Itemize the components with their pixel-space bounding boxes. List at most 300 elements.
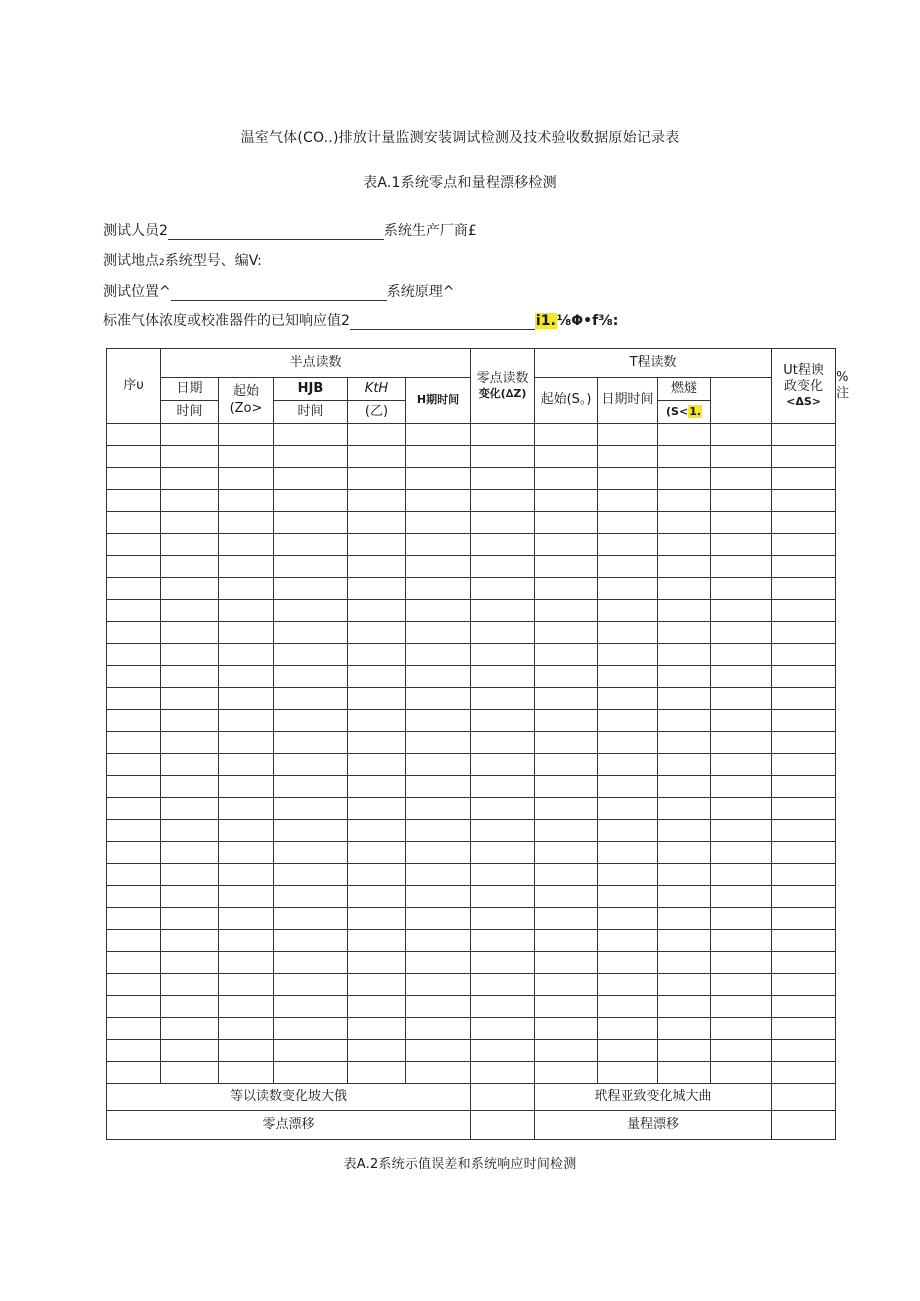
table-cell[interactable] bbox=[658, 974, 711, 996]
table-cell[interactable] bbox=[598, 710, 658, 732]
table-cell[interactable] bbox=[348, 820, 406, 842]
table-cell[interactable] bbox=[772, 1062, 836, 1084]
table-cell[interactable] bbox=[274, 732, 348, 754]
table-cell[interactable] bbox=[658, 1040, 711, 1062]
table-cell[interactable] bbox=[219, 644, 274, 666]
table-cell[interactable] bbox=[274, 468, 348, 490]
table-cell[interactable] bbox=[598, 952, 658, 974]
table-cell[interactable] bbox=[598, 798, 658, 820]
table-cell[interactable] bbox=[406, 424, 471, 446]
table-cell[interactable] bbox=[658, 952, 711, 974]
table-cell[interactable] bbox=[219, 512, 274, 534]
table-cell[interactable] bbox=[535, 600, 598, 622]
table-cell[interactable] bbox=[219, 952, 274, 974]
table-cell[interactable] bbox=[471, 556, 535, 578]
table-cell[interactable] bbox=[107, 930, 161, 952]
table-cell[interactable] bbox=[658, 842, 711, 864]
table-cell[interactable] bbox=[471, 600, 535, 622]
table-cell[interactable] bbox=[161, 886, 219, 908]
table-cell[interactable] bbox=[658, 996, 711, 1018]
table-cell[interactable] bbox=[772, 644, 836, 666]
table-cell[interactable] bbox=[107, 446, 161, 468]
table-cell[interactable] bbox=[658, 930, 711, 952]
table-cell[interactable] bbox=[711, 732, 772, 754]
table-cell[interactable] bbox=[711, 644, 772, 666]
table-cell[interactable] bbox=[219, 842, 274, 864]
table-cell[interactable] bbox=[772, 952, 836, 974]
table-cell[interactable] bbox=[711, 710, 772, 732]
table-cell[interactable] bbox=[348, 1040, 406, 1062]
table-cell[interactable] bbox=[772, 534, 836, 556]
table-cell[interactable] bbox=[348, 666, 406, 688]
table-cell[interactable] bbox=[598, 930, 658, 952]
footer-zero-max-value[interactable] bbox=[471, 1084, 535, 1111]
table-cell[interactable] bbox=[471, 754, 535, 776]
table-cell[interactable] bbox=[161, 754, 219, 776]
table-cell[interactable] bbox=[535, 490, 598, 512]
table-cell[interactable] bbox=[406, 600, 471, 622]
table-cell[interactable] bbox=[219, 1018, 274, 1040]
table-cell[interactable] bbox=[772, 710, 836, 732]
table-cell[interactable] bbox=[772, 622, 836, 644]
table-cell[interactable] bbox=[219, 578, 274, 600]
table-cell[interactable] bbox=[772, 908, 836, 930]
table-cell[interactable] bbox=[107, 490, 161, 512]
table-cell[interactable] bbox=[658, 424, 711, 446]
table-cell[interactable] bbox=[348, 600, 406, 622]
table-cell[interactable] bbox=[107, 754, 161, 776]
table-cell[interactable] bbox=[658, 622, 711, 644]
table-cell[interactable] bbox=[406, 512, 471, 534]
table-cell[interactable] bbox=[711, 996, 772, 1018]
table-cell[interactable] bbox=[711, 1040, 772, 1062]
table-cell[interactable] bbox=[598, 820, 658, 842]
table-cell[interactable] bbox=[535, 666, 598, 688]
table-cell[interactable] bbox=[772, 732, 836, 754]
table-cell[interactable] bbox=[406, 952, 471, 974]
table-cell[interactable] bbox=[406, 864, 471, 886]
table-cell[interactable] bbox=[348, 644, 406, 666]
table-cell[interactable] bbox=[772, 798, 836, 820]
table-cell[interactable] bbox=[535, 952, 598, 974]
table-cell[interactable] bbox=[274, 908, 348, 930]
table-cell[interactable] bbox=[161, 512, 219, 534]
table-cell[interactable] bbox=[348, 886, 406, 908]
table-cell[interactable] bbox=[772, 468, 836, 490]
table-cell[interactable] bbox=[161, 534, 219, 556]
table-cell[interactable] bbox=[107, 578, 161, 600]
table-cell[interactable] bbox=[598, 600, 658, 622]
table-cell[interactable] bbox=[658, 534, 711, 556]
table-cell[interactable] bbox=[406, 666, 471, 688]
table-cell[interactable] bbox=[274, 1018, 348, 1040]
table-cell[interactable] bbox=[274, 820, 348, 842]
table-cell[interactable] bbox=[161, 864, 219, 886]
table-cell[interactable] bbox=[161, 776, 219, 798]
table-cell[interactable] bbox=[274, 886, 348, 908]
table-cell[interactable] bbox=[711, 1062, 772, 1084]
table-cell[interactable] bbox=[348, 512, 406, 534]
table-cell[interactable] bbox=[471, 930, 535, 952]
table-cell[interactable] bbox=[348, 754, 406, 776]
table-cell[interactable] bbox=[406, 1062, 471, 1084]
table-cell[interactable] bbox=[711, 952, 772, 974]
table-cell[interactable] bbox=[658, 710, 711, 732]
table-cell[interactable] bbox=[598, 512, 658, 534]
table-cell[interactable] bbox=[406, 556, 471, 578]
table-cell[interactable] bbox=[161, 1040, 219, 1062]
table-cell[interactable] bbox=[107, 556, 161, 578]
table-cell[interactable] bbox=[107, 952, 161, 974]
table-cell[interactable] bbox=[711, 578, 772, 600]
table-cell[interactable] bbox=[406, 908, 471, 930]
table-cell[interactable] bbox=[658, 666, 711, 688]
table-cell[interactable] bbox=[274, 490, 348, 512]
table-cell[interactable] bbox=[406, 468, 471, 490]
table-cell[interactable] bbox=[107, 424, 161, 446]
table-cell[interactable] bbox=[348, 490, 406, 512]
table-cell[interactable] bbox=[219, 534, 274, 556]
table-cell[interactable] bbox=[711, 864, 772, 886]
table-cell[interactable] bbox=[471, 820, 535, 842]
table-cell[interactable] bbox=[219, 908, 274, 930]
table-cell[interactable] bbox=[348, 864, 406, 886]
table-cell[interactable] bbox=[711, 556, 772, 578]
table-cell[interactable] bbox=[161, 688, 219, 710]
table-cell[interactable] bbox=[219, 930, 274, 952]
table-cell[interactable] bbox=[658, 1062, 711, 1084]
table-cell[interactable] bbox=[658, 578, 711, 600]
table-cell[interactable] bbox=[658, 556, 711, 578]
table-cell[interactable] bbox=[598, 424, 658, 446]
table-cell[interactable] bbox=[535, 556, 598, 578]
table-cell[interactable] bbox=[219, 974, 274, 996]
table-cell[interactable] bbox=[535, 534, 598, 556]
table-cell[interactable] bbox=[406, 996, 471, 1018]
table-cell[interactable] bbox=[348, 908, 406, 930]
table-cell[interactable] bbox=[219, 666, 274, 688]
table-cell[interactable] bbox=[658, 732, 711, 754]
table-cell[interactable] bbox=[348, 534, 406, 556]
table-cell[interactable] bbox=[406, 490, 471, 512]
table-cell[interactable] bbox=[535, 864, 598, 886]
table-cell[interactable] bbox=[772, 512, 836, 534]
table-cell[interactable] bbox=[598, 556, 658, 578]
table-cell[interactable] bbox=[107, 798, 161, 820]
table-cell[interactable] bbox=[772, 996, 836, 1018]
table-cell[interactable] bbox=[598, 754, 658, 776]
table-cell[interactable] bbox=[471, 468, 535, 490]
table-cell[interactable] bbox=[348, 578, 406, 600]
table-cell[interactable] bbox=[658, 644, 711, 666]
table-cell[interactable] bbox=[219, 996, 274, 1018]
table-cell[interactable] bbox=[711, 930, 772, 952]
table-cell[interactable] bbox=[471, 710, 535, 732]
table-cell[interactable] bbox=[598, 644, 658, 666]
table-cell[interactable] bbox=[711, 974, 772, 996]
table-cell[interactable] bbox=[598, 842, 658, 864]
table-cell[interactable] bbox=[658, 1018, 711, 1040]
table-cell[interactable] bbox=[161, 732, 219, 754]
table-cell[interactable] bbox=[711, 820, 772, 842]
table-cell[interactable] bbox=[772, 556, 836, 578]
table-cell[interactable] bbox=[219, 600, 274, 622]
table-cell[interactable] bbox=[772, 1018, 836, 1040]
table-cell[interactable] bbox=[219, 710, 274, 732]
table-cell[interactable] bbox=[161, 556, 219, 578]
table-cell[interactable] bbox=[274, 996, 348, 1018]
table-cell[interactable] bbox=[161, 622, 219, 644]
table-cell[interactable] bbox=[107, 1062, 161, 1084]
table-cell[interactable] bbox=[598, 776, 658, 798]
table-cell[interactable] bbox=[535, 930, 598, 952]
table-cell[interactable] bbox=[711, 776, 772, 798]
table-cell[interactable] bbox=[107, 644, 161, 666]
table-cell[interactable] bbox=[274, 688, 348, 710]
table-cell[interactable] bbox=[471, 622, 535, 644]
footer-span-drift-value[interactable] bbox=[772, 1111, 836, 1140]
table-cell[interactable] bbox=[274, 1062, 348, 1084]
table-cell[interactable] bbox=[772, 974, 836, 996]
table-cell[interactable] bbox=[107, 908, 161, 930]
table-cell[interactable] bbox=[161, 1018, 219, 1040]
table-cell[interactable] bbox=[535, 908, 598, 930]
table-cell[interactable] bbox=[535, 820, 598, 842]
table-cell[interactable] bbox=[658, 446, 711, 468]
table-cell[interactable] bbox=[471, 908, 535, 930]
table-cell[interactable] bbox=[658, 490, 711, 512]
table-cell[interactable] bbox=[711, 534, 772, 556]
table-cell[interactable] bbox=[711, 666, 772, 688]
table-cell[interactable] bbox=[658, 512, 711, 534]
table-cell[interactable] bbox=[535, 732, 598, 754]
table-cell[interactable] bbox=[535, 1062, 598, 1084]
table-cell[interactable] bbox=[219, 1062, 274, 1084]
table-cell[interactable] bbox=[598, 886, 658, 908]
table-cell[interactable] bbox=[219, 688, 274, 710]
table-cell[interactable] bbox=[535, 688, 598, 710]
table-cell[interactable] bbox=[161, 798, 219, 820]
table-cell[interactable] bbox=[274, 578, 348, 600]
table-cell[interactable] bbox=[658, 864, 711, 886]
table-cell[interactable] bbox=[348, 468, 406, 490]
table-cell[interactable] bbox=[274, 424, 348, 446]
table-cell[interactable] bbox=[348, 424, 406, 446]
table-cell[interactable] bbox=[348, 996, 406, 1018]
table-cell[interactable] bbox=[406, 776, 471, 798]
table-cell[interactable] bbox=[772, 424, 836, 446]
footer-zero-drift-value[interactable] bbox=[471, 1111, 535, 1140]
table-cell[interactable] bbox=[535, 754, 598, 776]
table-cell[interactable] bbox=[406, 842, 471, 864]
table-cell[interactable] bbox=[772, 820, 836, 842]
table-cell[interactable] bbox=[161, 908, 219, 930]
table-cell[interactable] bbox=[406, 1040, 471, 1062]
table-cell[interactable] bbox=[772, 490, 836, 512]
table-cell[interactable] bbox=[535, 622, 598, 644]
table-cell[interactable] bbox=[772, 1040, 836, 1062]
table-cell[interactable] bbox=[107, 864, 161, 886]
table-cell[interactable] bbox=[219, 446, 274, 468]
table-cell[interactable] bbox=[711, 754, 772, 776]
table-cell[interactable] bbox=[658, 908, 711, 930]
table-cell[interactable] bbox=[107, 776, 161, 798]
table-cell[interactable] bbox=[598, 864, 658, 886]
table-cell[interactable] bbox=[161, 820, 219, 842]
table-cell[interactable] bbox=[772, 776, 836, 798]
table-cell[interactable] bbox=[658, 468, 711, 490]
table-cell[interactable] bbox=[274, 644, 348, 666]
table-cell[interactable] bbox=[161, 644, 219, 666]
table-cell[interactable] bbox=[535, 842, 598, 864]
table-cell[interactable] bbox=[471, 1040, 535, 1062]
table-cell[interactable] bbox=[406, 622, 471, 644]
table-cell[interactable] bbox=[471, 886, 535, 908]
table-cell[interactable] bbox=[348, 952, 406, 974]
table-cell[interactable] bbox=[598, 666, 658, 688]
table-cell[interactable] bbox=[406, 930, 471, 952]
table-cell[interactable] bbox=[471, 1062, 535, 1084]
table-cell[interactable] bbox=[219, 776, 274, 798]
table-cell[interactable] bbox=[598, 534, 658, 556]
table-cell[interactable] bbox=[219, 556, 274, 578]
table-cell[interactable] bbox=[274, 446, 348, 468]
table-cell[interactable] bbox=[274, 974, 348, 996]
table-cell[interactable] bbox=[107, 534, 161, 556]
table-cell[interactable] bbox=[471, 644, 535, 666]
table-cell[interactable] bbox=[658, 776, 711, 798]
table-cell[interactable] bbox=[219, 798, 274, 820]
table-cell[interactable] bbox=[598, 490, 658, 512]
table-cell[interactable] bbox=[598, 1018, 658, 1040]
table-cell[interactable] bbox=[348, 930, 406, 952]
table-cell[interactable] bbox=[348, 776, 406, 798]
table-cell[interactable] bbox=[471, 974, 535, 996]
table-cell[interactable] bbox=[161, 842, 219, 864]
table-cell[interactable] bbox=[471, 996, 535, 1018]
table-cell[interactable] bbox=[161, 974, 219, 996]
table-cell[interactable] bbox=[107, 842, 161, 864]
table-cell[interactable] bbox=[274, 1040, 348, 1062]
table-cell[interactable] bbox=[161, 666, 219, 688]
table-cell[interactable] bbox=[598, 446, 658, 468]
table-cell[interactable] bbox=[107, 512, 161, 534]
table-cell[interactable] bbox=[658, 886, 711, 908]
table-cell[interactable] bbox=[535, 996, 598, 1018]
table-cell[interactable] bbox=[107, 1018, 161, 1040]
table-cell[interactable] bbox=[274, 534, 348, 556]
table-cell[interactable] bbox=[598, 468, 658, 490]
table-cell[interactable] bbox=[107, 468, 161, 490]
table-cell[interactable] bbox=[274, 842, 348, 864]
table-cell[interactable] bbox=[161, 952, 219, 974]
table-cell[interactable] bbox=[471, 512, 535, 534]
table-cell[interactable] bbox=[107, 974, 161, 996]
table-cell[interactable] bbox=[711, 1018, 772, 1040]
table-cell[interactable] bbox=[161, 468, 219, 490]
table-cell[interactable] bbox=[598, 622, 658, 644]
table-cell[interactable] bbox=[711, 446, 772, 468]
table-cell[interactable] bbox=[274, 754, 348, 776]
table-cell[interactable] bbox=[772, 842, 836, 864]
table-cell[interactable] bbox=[274, 622, 348, 644]
table-cell[interactable] bbox=[406, 1018, 471, 1040]
table-cell[interactable] bbox=[161, 1062, 219, 1084]
table-cell[interactable] bbox=[711, 688, 772, 710]
table-cell[interactable] bbox=[772, 754, 836, 776]
table-cell[interactable] bbox=[772, 666, 836, 688]
table-cell[interactable] bbox=[535, 644, 598, 666]
table-cell[interactable] bbox=[598, 974, 658, 996]
table-cell[interactable] bbox=[598, 1062, 658, 1084]
table-cell[interactable] bbox=[535, 710, 598, 732]
table-cell[interactable] bbox=[535, 886, 598, 908]
table-cell[interactable] bbox=[406, 578, 471, 600]
table-cell[interactable] bbox=[219, 886, 274, 908]
table-cell[interactable] bbox=[107, 688, 161, 710]
table-cell[interactable] bbox=[274, 952, 348, 974]
table-cell[interactable] bbox=[711, 886, 772, 908]
table-cell[interactable] bbox=[406, 974, 471, 996]
table-cell[interactable] bbox=[471, 776, 535, 798]
table-cell[interactable] bbox=[598, 578, 658, 600]
table-cell[interactable] bbox=[711, 424, 772, 446]
table-cell[interactable] bbox=[711, 512, 772, 534]
table-cell[interactable] bbox=[107, 666, 161, 688]
table-cell[interactable] bbox=[471, 842, 535, 864]
table-cell[interactable] bbox=[471, 446, 535, 468]
table-cell[interactable] bbox=[348, 622, 406, 644]
table-cell[interactable] bbox=[535, 424, 598, 446]
table-cell[interactable] bbox=[471, 490, 535, 512]
table-cell[interactable] bbox=[219, 732, 274, 754]
table-cell[interactable] bbox=[535, 974, 598, 996]
table-cell[interactable] bbox=[274, 556, 348, 578]
table-cell[interactable] bbox=[535, 798, 598, 820]
table-cell[interactable] bbox=[274, 600, 348, 622]
tester-underline[interactable] bbox=[168, 225, 384, 240]
table-cell[interactable] bbox=[711, 798, 772, 820]
table-cell[interactable] bbox=[711, 490, 772, 512]
table-cell[interactable] bbox=[219, 864, 274, 886]
table-cell[interactable] bbox=[348, 1018, 406, 1040]
table-cell[interactable] bbox=[711, 908, 772, 930]
table-cell[interactable] bbox=[535, 776, 598, 798]
table-cell[interactable] bbox=[406, 886, 471, 908]
table-cell[interactable] bbox=[219, 1040, 274, 1062]
position-underline[interactable] bbox=[171, 286, 387, 301]
table-cell[interactable] bbox=[348, 556, 406, 578]
table-cell[interactable] bbox=[274, 512, 348, 534]
table-cell[interactable] bbox=[406, 732, 471, 754]
table-cell[interactable] bbox=[219, 754, 274, 776]
table-cell[interactable] bbox=[471, 534, 535, 556]
table-cell[interactable] bbox=[107, 600, 161, 622]
table-cell[interactable] bbox=[598, 688, 658, 710]
table-cell[interactable] bbox=[219, 424, 274, 446]
table-cell[interactable] bbox=[772, 886, 836, 908]
table-cell[interactable] bbox=[161, 424, 219, 446]
table-cell[interactable] bbox=[219, 820, 274, 842]
table-cell[interactable] bbox=[772, 446, 836, 468]
table-cell[interactable] bbox=[535, 578, 598, 600]
table-cell[interactable] bbox=[658, 754, 711, 776]
table-cell[interactable] bbox=[107, 886, 161, 908]
table-cell[interactable] bbox=[161, 600, 219, 622]
table-cell[interactable] bbox=[535, 468, 598, 490]
table-cell[interactable] bbox=[107, 820, 161, 842]
table-cell[interactable] bbox=[161, 710, 219, 732]
